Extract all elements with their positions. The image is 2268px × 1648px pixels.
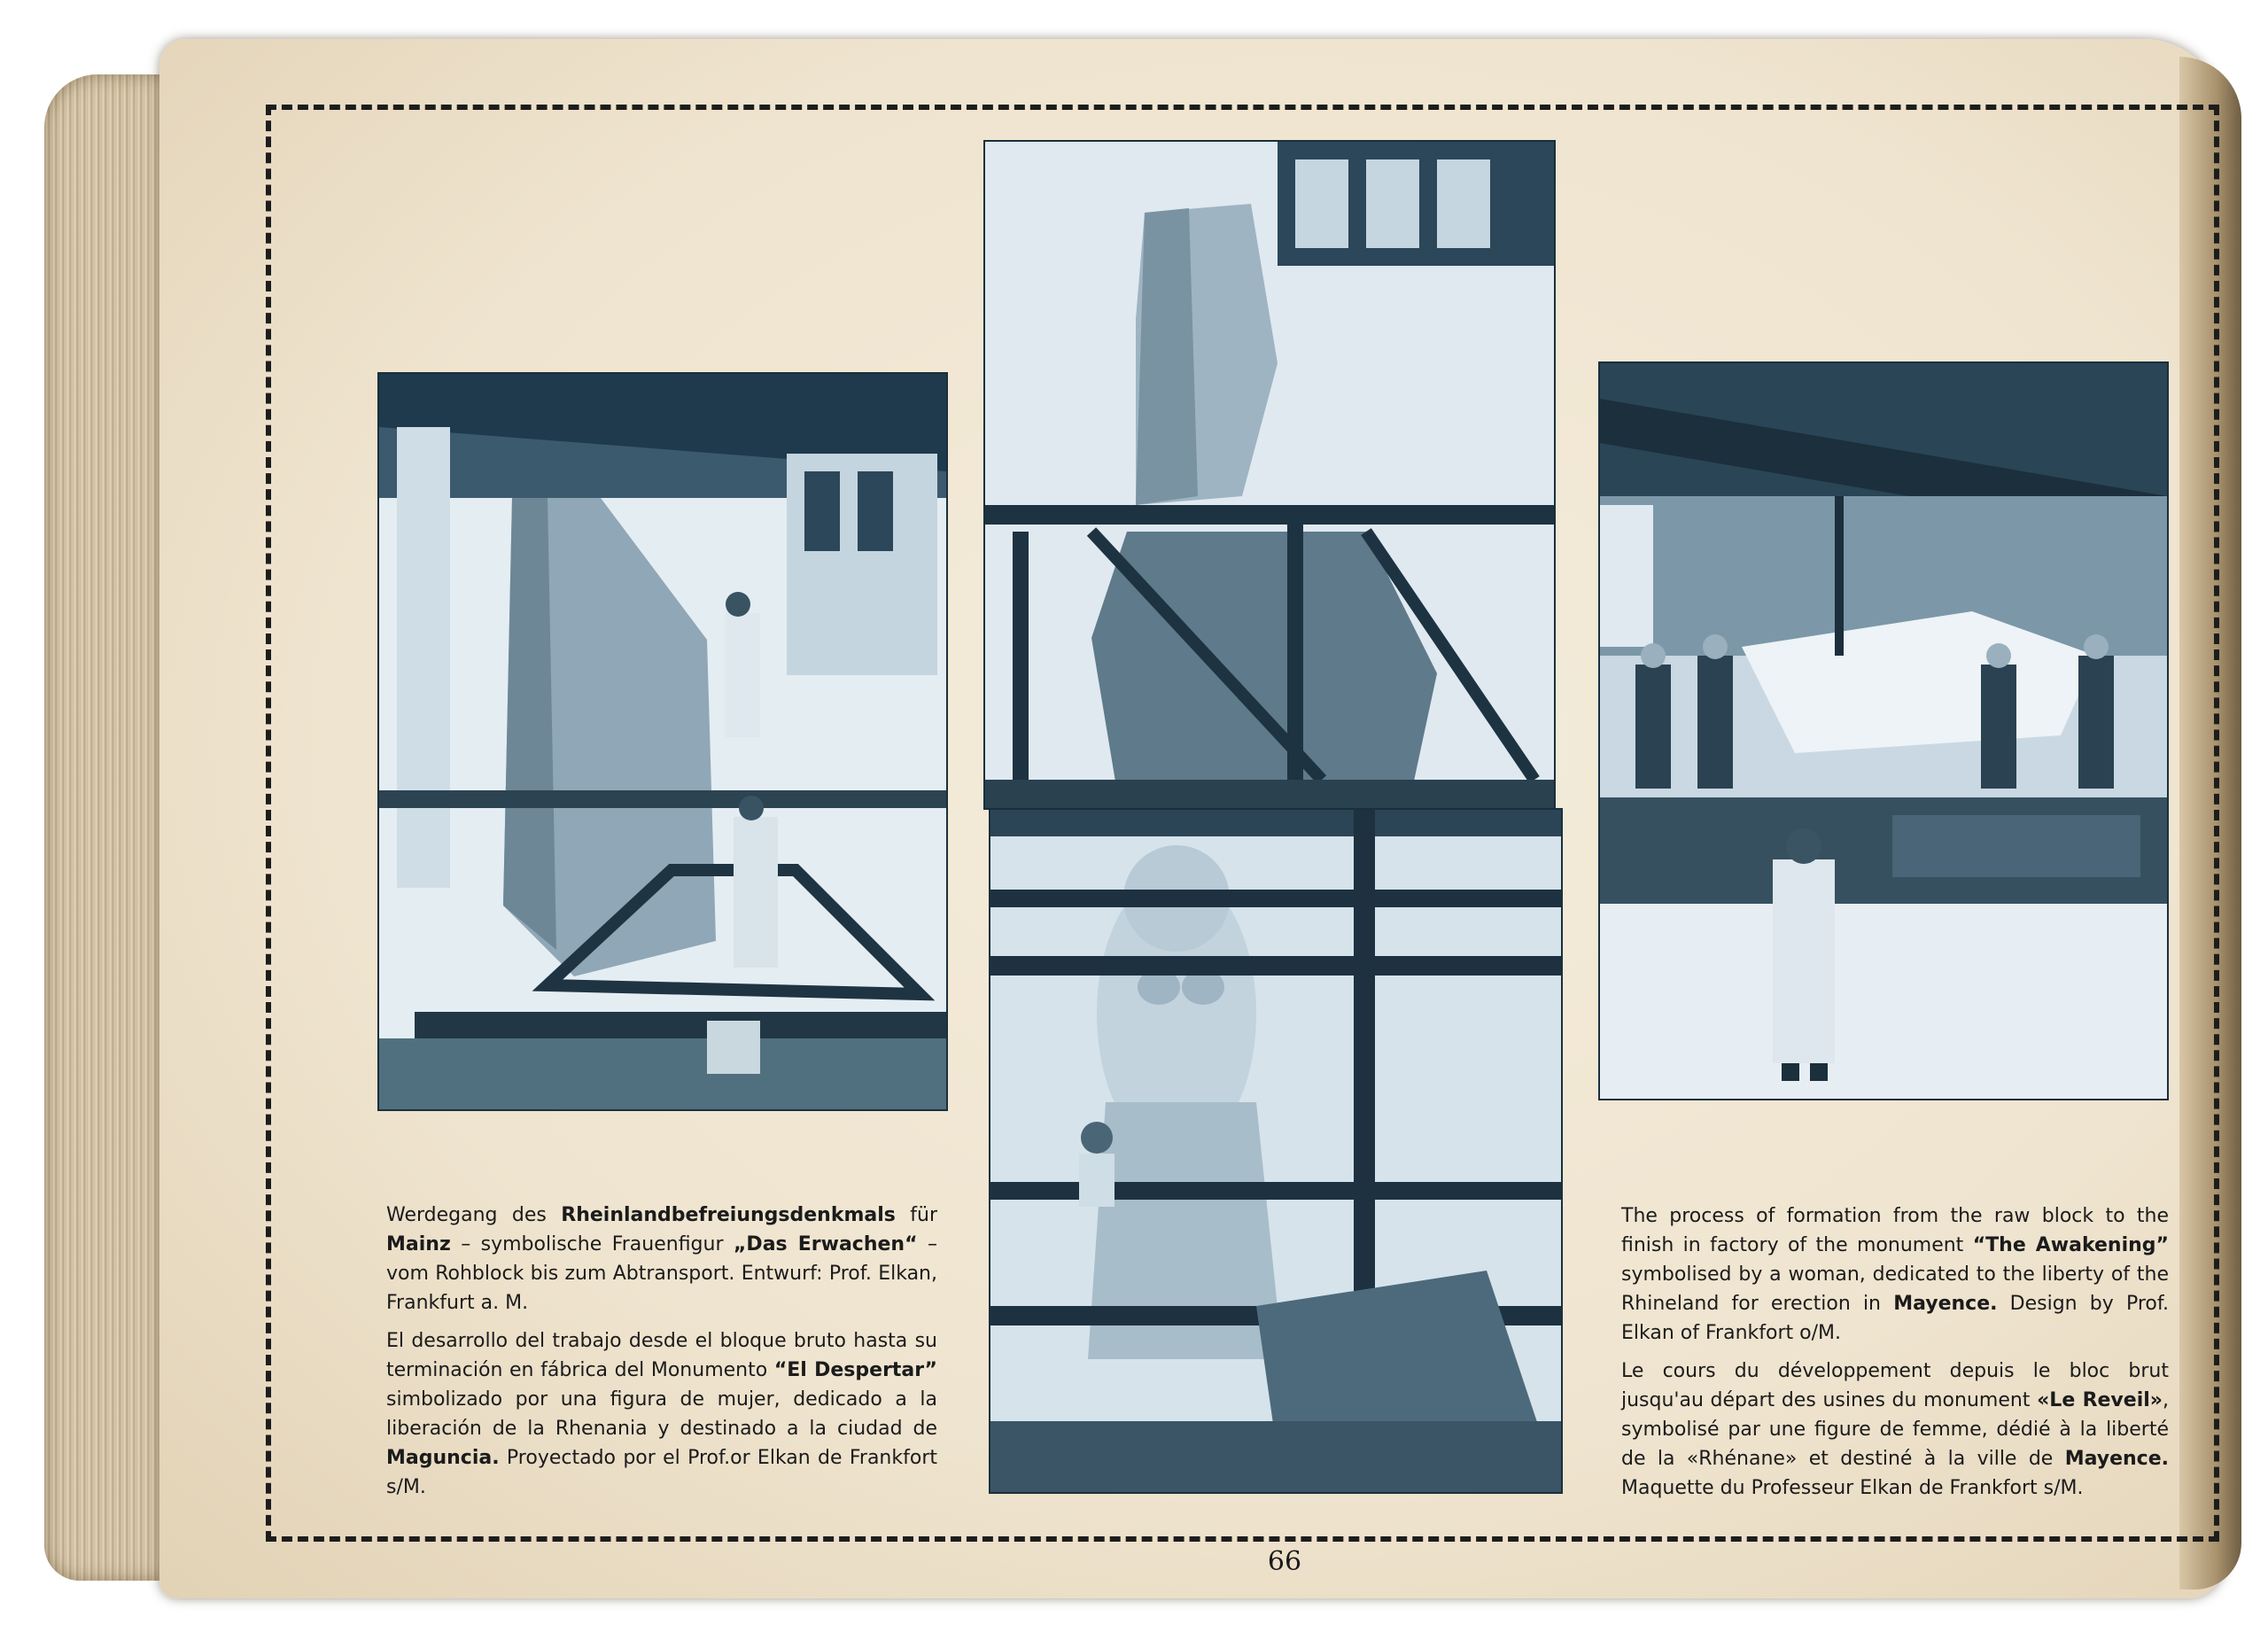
caption-text: , symbolisé par une figure de femme, dédié à la liberté de la «Rhénane» et destiné à la ville de [1621,1389,2169,1470]
caption-bold: Mayence. [1893,1293,1998,1315]
caption-text: Werdegang des [386,1204,562,1226]
caption-text: Proyectado por el Prof.or Elkan de Frankfort s/M. [386,1447,937,1498]
caption-text: – symbolische Frauenfigur [450,1233,734,1255]
caption-bold: “El Despertar” [773,1359,937,1381]
caption-spanish [386,1326,937,1502]
photo-sculpture-on-wagon [1600,363,2167,1099]
photo-sculpture-on-wagon-image [1600,363,2167,1099]
photo-finished-figure-workshop-image [990,810,1561,1492]
caption-text: für [895,1204,937,1226]
caption-bold: «Le Reveil» [2037,1389,2163,1411]
caption-text: The process of formation from the raw block to the finish in factory of the monument [1621,1205,2169,1256]
caption-bold: “The Awakening” [1972,1234,2169,1256]
caption-text: Design by Prof. Elkan of Frankfort o/M. [1621,1293,2169,1344]
photo-rough-sculpture-scaffold-image [985,142,1554,808]
caption-text: symbolised by a woman, dedicated to the liberty of the Rhineland for erection in [1621,1263,2169,1315]
caption-right [1621,1201,2169,1512]
caption-text: Maquette du Professeur Elkan de Frankfort s/M. [1621,1477,2084,1499]
caption-bold: Rheinlandbefreiungsdenkmals [561,1204,896,1226]
photo-finished-figure-workshop [990,810,1561,1492]
caption-text: – vom Rohblock bis zum Abtransport. Entwurf: Prof. Elkan, Frankfurt a. M. [386,1233,937,1314]
caption-bold: Maguncia. [386,1447,500,1469]
photo-sculptor-raw-block [379,374,946,1109]
caption-text: El desarrollo del trabajo desde el bloque bruto hasta su terminación en fábrica del Monumento [386,1330,937,1381]
caption-french [1621,1356,2169,1503]
caption-text: simbolizado por una figura de mujer, dedicado a la liberación de la Rhenania y destinado a la ciudad de [386,1388,937,1440]
caption-left [386,1201,937,1511]
photo-sculptor-raw-block-image [379,374,946,1109]
caption-bold: „Das Erwachen“ [733,1233,918,1255]
caption-bold: Mainz [386,1233,451,1255]
photo-rough-sculpture-scaffold [985,142,1554,808]
caption-german [386,1201,937,1318]
caption-english [1621,1201,2169,1348]
caption-text: Le cours du développement depuis le bloc brut jusqu'au départ des usines du monument [1621,1360,2169,1411]
caption-bold: Mayence. [2064,1448,2169,1470]
page-number: 66 [1267,1546,1302,1577]
